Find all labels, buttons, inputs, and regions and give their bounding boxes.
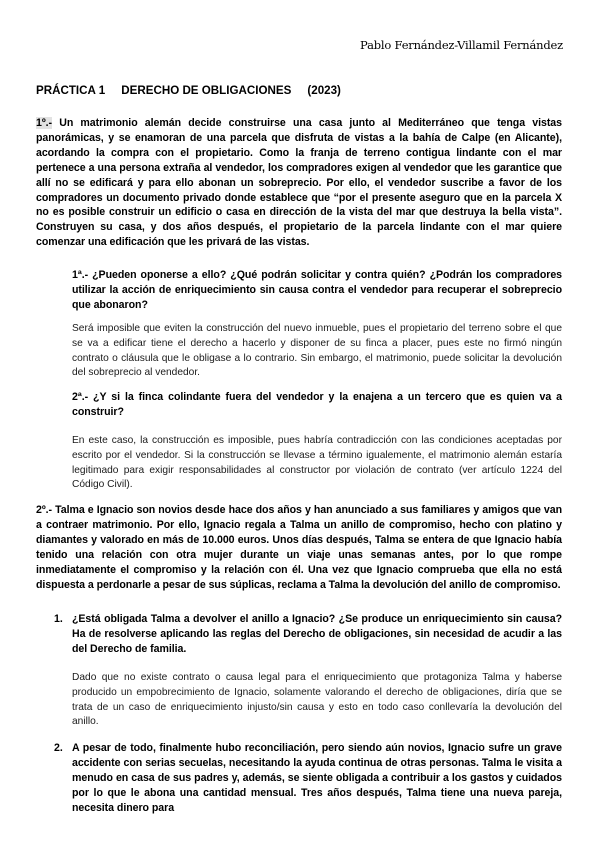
case-1-answer-2: En este caso, la construcción es imposible, pues habría contradicción con las condiciones aceptadas por escrito por el vendedor. Si la construcción se llevase a término igualemente, el matrimonio alemán estaría legitimado para exigir responsabilidades al constructor por violación de contrato (ver artículo 1224 del Código Civil). [72, 435, 562, 491]
case-1-number: 1º.- [36, 117, 53, 129]
case-1-question-2: 2ª.- ¿Y si la finca colindante fuera del vendedor y la enajena a un tercero que es quien va a construir? [72, 391, 562, 418]
case-2-text: Talma e Ignacio son novios desde hace dos años y han anunciado a sus familiares y amigos que van a contraer matrimonio. Por ello, Ignacio regala a Talma un anillo de compromiso, hecho con platino y diamantes y valorado en más de 10.000 euros. Unos días después, Talma se entera de que Ignacio había tenido una relación con otra mujer durante un viaje unas semanas antes, por lo que rompe inmediatamente el compromiso y la relación con él. Una vez que Ignacio comprueba que ella no está dispuesta a perdonarle a pesar de sus súplicas, reclama a Talma la devolución del anillo de compromiso. [36, 504, 562, 591]
case-1-text: Un matrimonio alemán decide construirse una casa junto al Mediterráneo que tenga vistas panorámicas, y se enamoran de una parcela que disfruta de vistas a la bahía de Calpe (en Alicante), acordando la compra con el propietario. Como la franja de terreno contigua lindante con el mar pertenece a una persona extraña al vendedor, los compradores exigen al vendedor que les garantice que allí no se edificará y para ello abonan un sobreprecio. Por ello, el vendedor suscribe a favor de los compradores un documento privado donde establece que “por el presente aseguro que en la parcela X no es posible construir un edificio o casa en dirección de la vista del mar que destruya la bella vista”. Construyen su casa, y dos años después, el propietario de la parcela lindante con el mar quiere comenzar una edificación que les privará de las vistas. [36, 117, 562, 249]
case-2-number: 2º.- [36, 504, 53, 516]
document-title: PRÁCTICA 1 DERECHO DE OBLIGACIONES (2023) [36, 84, 341, 97]
case-2-question-2 [54, 741, 562, 816]
case-2-answer-1: Dado que no existe contrato o causa legal para el enriquecimiento que protagoniza Talma y haberse producido un empobrecimiento de Ignacio, solamente valorando el derecho de obligaciones, diría que se trata de un caso de enriquecimiento injusto/sin causa y esto en todo caso conllevaría la devolución del anillo. [72, 672, 562, 728]
case-2-question-2-text: A pesar de todo, finalmente hubo reconciliación, pero siendo aún novios, Ignacio sufre un grave accidente con serias secuelas, necesitando la ayuda continua de otras personas. Talma le visita a menudo en casa de sus padres y, además, se siente obligada a contribuir a los gastos y cuidados por lo que le abona una cantidad mensual. Tres años después, Talma tiene una nueva pareja, necesita dinero para [72, 742, 562, 814]
case-1-question-1: 1ª.- ¿Pueden oponerse a ello? ¿Qué podrán solicitar y contra quién? ¿Podrán los compradores utilizar la acción de enriquecimiento sin causa contra el vendedor para recuperar el sobreprecio que abonaron? [72, 269, 562, 311]
case-2-question-2-number: 2. [54, 742, 63, 754]
case-2-statement [36, 503, 562, 592]
author-name: Pablo Fernández-Villamil Fernández [360, 38, 563, 52]
case-1-statement [36, 116, 562, 250]
case-2-question-1-number: 1. [54, 613, 63, 625]
case-2-question-1 [54, 612, 562, 657]
case-2-question-1-text: ¿Está obligada Talma a devolver el anillo a Ignacio? ¿Se produce un enriquecimiento sin causa? Ha de resolverse aplicando las reglas del Derecho de obligaciones, sin necesidad de acudir a las del Derecho de familia. [72, 613, 562, 655]
case-1-answer-1: Será imposible que eviten la construcción del nuevo inmueble, pues el propietario del terreno sobre el que se va a edificar tiene el derecho a hacerlo y disponer de su finca a placer, pues este no firmó ningún contrato o cláusula que le obligase a lo contrario. Sin embargo, el matrimonio, puede solicitar la devolución del sobreprecio al vendedor. [72, 323, 562, 379]
